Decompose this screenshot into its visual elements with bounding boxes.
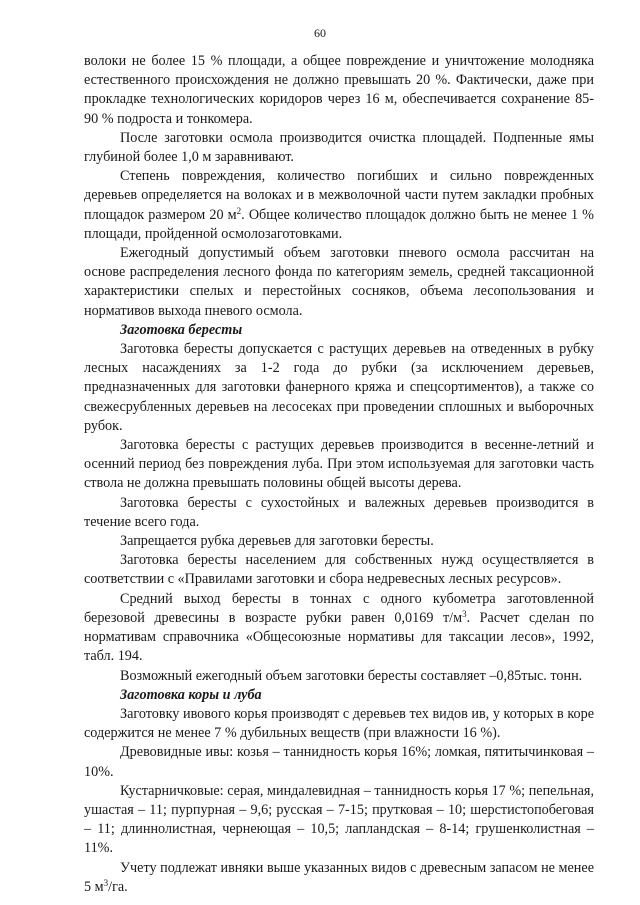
paragraph-bark-deadwood: Заготовка бересты с сухостойных и валежных деревьев производится в течение всего года. [84, 494, 594, 530]
paragraph-damage-limits: волоки не более 15 % площади, а общее повреждение и уничтожение молодняка естественного происхождения не должно превышать 20 %. Фактически, даже при прокладке технологических коридоров через 16 м, обеспечивается сохранение 85-90 % подроста и тонкомера. [84, 53, 594, 127]
paragraph-willow-accounting [84, 859, 594, 897]
text-run: . Общее количество площадок должно быть не менее 1 % площади, пройденной осмолозаготовками. [84, 206, 594, 242]
paragraph-annual-resin-volume: Ежегодный допустимый объем заготовки пневого осмола рассчитан на основе распределения лесного фонда по категориям земель, средней таксационной характеристики спелых и перестойных сосняков, объема лесопользования и нормативов выхода пневого осмола. [84, 245, 594, 319]
page-number: 60 [314, 26, 326, 40]
page-content [84, 52, 594, 897]
text-run: Степень повреждения, количество погибших и сильно поврежденных деревьев определяется на волоках и в межволочной части путем закладки пробных площадок размером 20 м [84, 168, 594, 223]
paragraph-damage-assessment [84, 167, 594, 244]
heading-birch-bark: Заготовка бересты [120, 321, 243, 338]
superscript: 3 [103, 877, 109, 888]
paragraph-shrub-willows: Кустарничковые: серая, миндалевидная – таннидность корья 17 %; пепельная, ушастая – 11; пурпурная – 9,6; русская – 7-15; прутковая – 10; шерстистопобеговая – 11; длиннолистная, чернеющая – 10,5; лапландская – 8-14; грушенколистная – 11%. [84, 782, 594, 857]
superscript: 3 [462, 608, 467, 619]
paragraph-bark-annual-volume: Возможный ежегодный объем заготовки бересты составляет –0,85тыс. тонн. [120, 667, 583, 684]
paragraph-bark-allowed: Заготовка бересты допускается с растущих деревьев на отведенных в рубку лесных насаждениях за 1-2 года до рубки (за исключением деревьев, предназначенных для заготовки фанерного кряжа и спецсортиментов), а также со свежесрубленных деревьев на лесосеках при проведении сплошных и выборочных рубок. [84, 341, 594, 434]
paragraph-willow-bark: Заготовку ивового корья производят с деревьев тех видов ив, у которых в коре содержится не менее 7 % дубильных веществ (при влажности 16 %). [84, 705, 594, 742]
paragraph-bark-yield [84, 590, 594, 667]
heading-bark-and-bast: Заготовка коры и луба [120, 686, 262, 703]
paragraph-bark-season: Заготовка бересты с растущих деревьев производится в весенне-летний и осенний период без повреждения луба. При этом используемая для заготовки часть ствола не должна превышать половины общей высоты дерева. [84, 437, 594, 492]
superscript: 2 [236, 205, 242, 216]
text-run: . Расчет сделан по нормативам справочника «Общесоюзные нормативы для таксации лесов», 1992, табл. 194. [84, 609, 594, 665]
text-run: Учету подлежат ивняки выше указанных видов с древесным запасом не менее 5 м [84, 859, 594, 895]
paragraph-cleanup: После заготовки осмола производится очистка площадей. Подпенные ямы глубиной более 1,0 м заравнивают. [84, 129, 594, 166]
paragraph-bark-personal-needs: Заготовка бересты населением для собственных нужд осуществляется в соответствии с «Правилами заготовки и сбора недревесных лесных ресурсов». [84, 552, 594, 588]
text-run: Средний выход бересты в тоннах с одного кубометра заготовленной березовой древесины в возрасте рубки равен 0,0169 т/м [84, 590, 594, 626]
text-run: /га. [108, 878, 128, 895]
paragraph-tree-willows: Древовидные ивы: козья – таннидность корья 16%; ломкая, пятитычинковая – 10%. [84, 744, 594, 780]
paragraph-bark-prohibition: Запрещается рубка деревьев для заготовки бересты. [120, 533, 434, 550]
